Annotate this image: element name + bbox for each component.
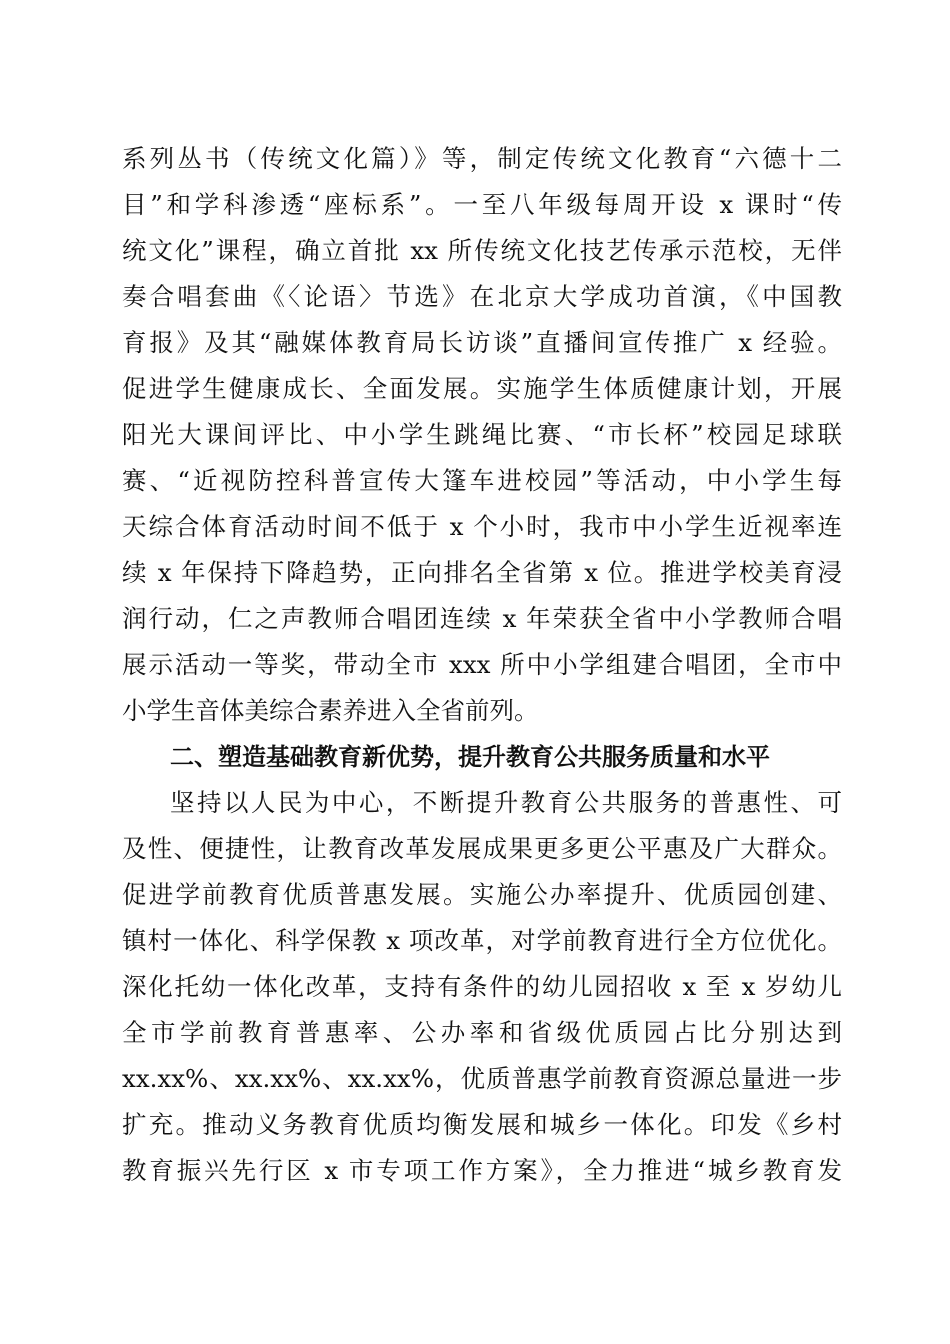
body-text-line: 全市学前教育普惠率、公办率和省级优质园占比分别达到 bbox=[122, 1018, 842, 1047]
body-text-line: 续 x 年保持下降趋势，正向排名全省第 x 位。推进学校美育浸 bbox=[122, 558, 842, 587]
body-text-line: 促进学生健康成长、全面发展。实施学生体质健康计划，开展 bbox=[122, 374, 842, 403]
body-text-line: 促进学前教育优质普惠发展。实施公办率提升、优质园创建、 bbox=[122, 880, 842, 909]
body-text-line: xx.xx%、xx.xx%、xx.xx%，优质普惠学前教育资源总量进一步 bbox=[122, 1064, 842, 1093]
body-text-line: 展示活动一等奖，带动全市 xxx 所中小学组建合唱团，全市中 bbox=[122, 650, 842, 679]
body-text-line: 统文化”课程，确立首批 xx 所传统文化技艺传承示范校，无伴 bbox=[122, 236, 842, 265]
body-text-line: 阳光大课间评比、中小学生跳绳比赛、“市长杯”校园足球联 bbox=[122, 420, 842, 449]
section-heading: 二、塑造基础教育新优势，提升教育公共服务质量和水平 bbox=[170, 743, 770, 771]
body-text-line: 赛、“近视防控科普宣传大篷车进校园”等活动，中小学生每 bbox=[122, 466, 842, 495]
body-text-line: 及性、便捷性，让教育改革发展成果更多更公平惠及广大群众。 bbox=[122, 834, 842, 863]
body-text-line: 润行动，仁之声教师合唱团连续 x 年荣获全省中小学教师合唱 bbox=[122, 604, 842, 633]
body-text-line: 镇村一体化、科学保教 x 项改革，对学前教育进行全方位优化。 bbox=[122, 926, 842, 955]
body-text-line: 坚持以人民为中心，不断提升教育公共服务的普惠性、可 bbox=[170, 788, 842, 817]
body-text-line: 深化托幼一体化改革，支持有条件的幼儿园招收 x 至 x 岁幼儿 bbox=[122, 972, 842, 1001]
body-text-line: 天综合体育活动时间不低于 x 个小时，我市中小学生近视率连 bbox=[122, 512, 842, 541]
body-text-line: 目”和学科渗透“座标系”。一至八年级每周开设 x 课时“传 bbox=[122, 190, 842, 219]
body-text-line: 扩充。推动义务教育优质均衡发展和城乡一体化。印发《乡村 bbox=[122, 1110, 842, 1139]
body-text-line: 教育振兴先行区 x 市专项工作方案》，全力推进“城乡教育发 bbox=[122, 1156, 842, 1185]
body-text-line: 小学生音体美综合素养进入全省前列。 bbox=[122, 696, 539, 725]
body-text-line: 系列丛书（传统文化篇）》等，制定传统文化教育“六德十二 bbox=[122, 144, 842, 173]
body-text-line: 育报》及其“融媒体教育局长访谈”直播间宣传推广 x 经验。 bbox=[122, 328, 842, 357]
body-text-line: 奏合唱套曲《〈论语〉节选》在北京大学成功首演，《中国教 bbox=[122, 282, 842, 311]
